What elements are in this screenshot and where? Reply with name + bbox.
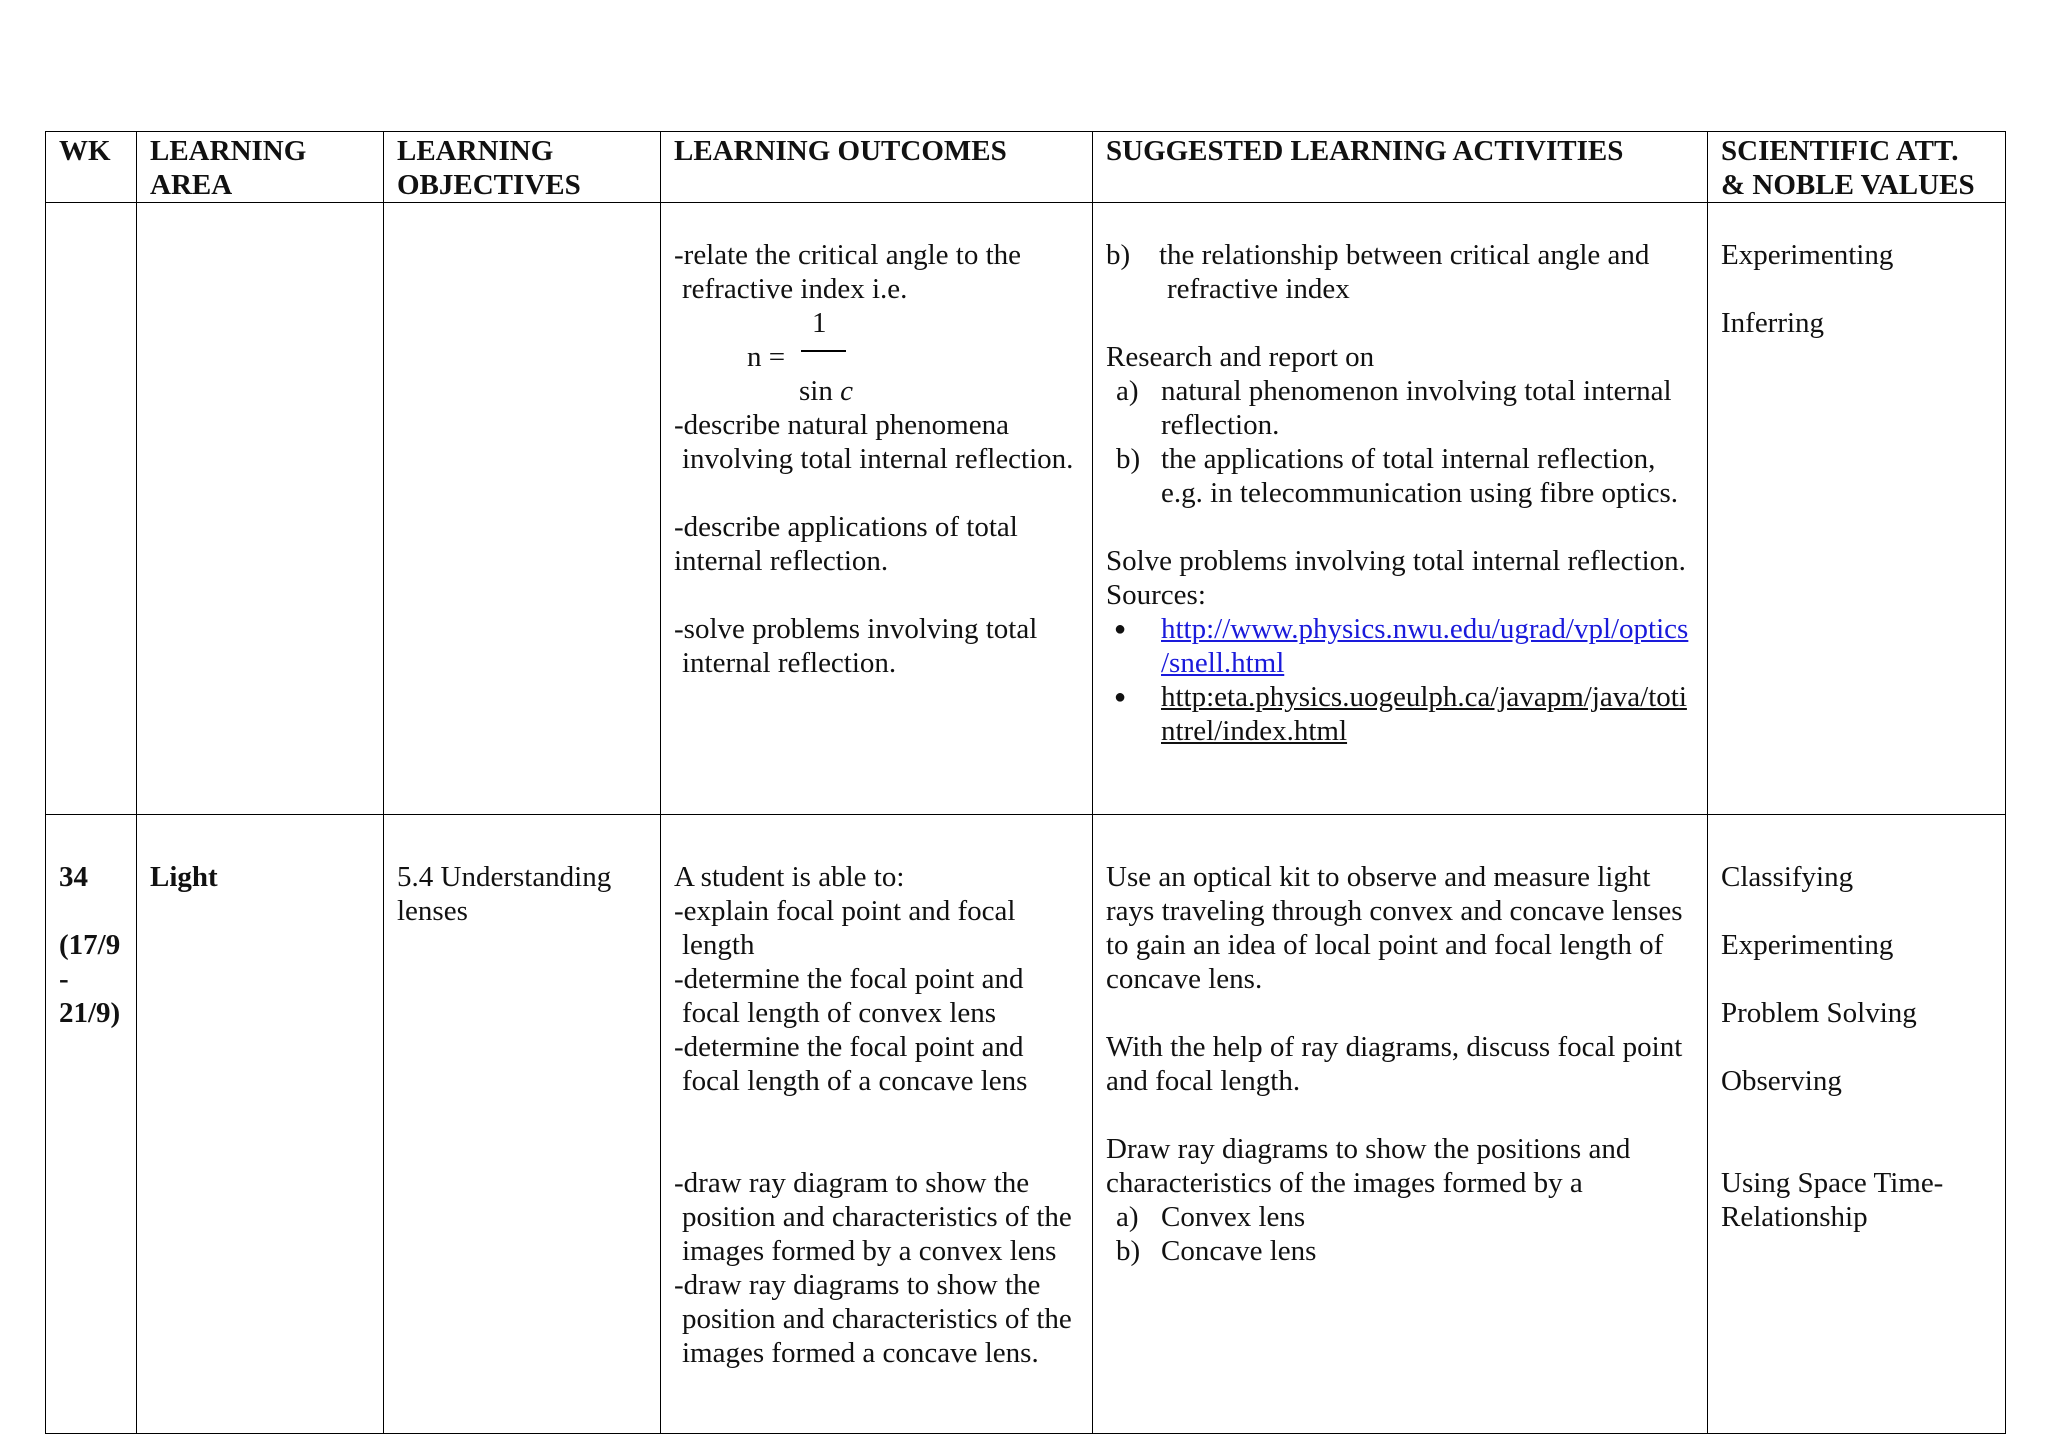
wk-cell xyxy=(46,203,137,815)
list-item: a) natural phenomenon involving total internal reflection. xyxy=(1116,375,1672,441)
value-text: Relationship xyxy=(1721,1201,1868,1233)
activity-text: Solve problems involving total internal reflection. xyxy=(1106,545,1686,577)
outcome-text: internal reflection. xyxy=(674,545,889,577)
wk-cell: 34 (17/9 - 21/9) xyxy=(46,815,137,1434)
source-link-snell[interactable]: http://www.physics.nwu.edu/ugrad/vpl/optics /snell.html xyxy=(1161,613,1689,679)
formula-numerator: 1 xyxy=(812,307,827,339)
source-link-totintrel[interactable]: http:eta.physics.uogeulph.ca/javapm/java/toti ntrel/index.html xyxy=(1161,681,1687,747)
outcome-text: -relate the critical angle to the xyxy=(674,239,1022,271)
formula-denominator: sin c xyxy=(799,375,853,407)
table-row xyxy=(46,203,2006,815)
value-text: Experimenting xyxy=(1721,239,1894,271)
lens-list xyxy=(1106,1200,1694,1268)
objective-text: lenses xyxy=(397,895,468,927)
header-learning-outcomes: LEARNING OUTCOMES xyxy=(661,132,1093,203)
list-item: b) Concave lens xyxy=(1116,1235,1317,1267)
formula-lhs: n = xyxy=(747,341,786,373)
learning-area-cell xyxy=(137,203,384,815)
outcome-text: -describe applications of total xyxy=(674,511,1018,543)
learning-area-cell xyxy=(137,815,384,1434)
header-suggested-activities: SUGGESTED LEARNING ACTIVITIES xyxy=(1093,132,1708,203)
sources-list xyxy=(1106,612,1694,748)
learning-objectives-cell xyxy=(384,203,661,815)
table-row xyxy=(46,815,2006,1434)
activity-list xyxy=(1106,238,1694,306)
value-text: Experimenting xyxy=(1721,929,1894,961)
outcome-text: -solve problems involving total xyxy=(674,613,1038,645)
value-text: Inferring xyxy=(1721,307,1825,339)
scientific-values-cell xyxy=(1708,203,2006,815)
sources-label: Sources: xyxy=(1106,579,1206,611)
week-dates: (17/9 xyxy=(59,929,121,961)
learning-outcomes-cell xyxy=(661,203,1093,815)
bullet-icon: ● xyxy=(1114,618,1127,640)
outcome-text: internal reflection. xyxy=(682,647,897,679)
list-item: b) the applications of total internal reflection, e.g. in telecommunication using fibre optics. xyxy=(1116,443,1679,509)
header-wk: WK xyxy=(46,132,137,203)
suggested-activities-cell: Use an optical kit to observe and measure light rays traveling through convex and concave lenses to gain an idea of local point and focal length of concave lens. With the help of ray diagrams, discuss focal point and focal length. Draw ray diagrams to show the positions and characteristics of the images formed by a a) Convex lens b) Concave lens xyxy=(1093,815,1708,1434)
learning-area-text: Light xyxy=(150,861,218,893)
header-row xyxy=(46,132,2006,203)
list-item: a) Convex lens xyxy=(1116,1201,1306,1233)
outcome-text: involving total internal reflection. xyxy=(682,443,1074,475)
list-item xyxy=(1106,612,1694,680)
outcome-text: -describe natural phenomena xyxy=(674,409,1009,441)
week-number: 34 xyxy=(59,861,88,893)
suggested-activities-cell xyxy=(1093,203,1708,815)
value-text: Classifying xyxy=(1721,861,1854,893)
learning-outcomes-cell: A student is able to: -explain focal point and focal length -determine the focal point and focal length of convex lens -determine the focal point and focal length of a concave lens -draw ray diagram to show the position and characteristics of the images formed by a convex lens -draw ray diagrams to show the position and characteristics of the images formed a concave lens. xyxy=(661,815,1093,1434)
value-text: Observing xyxy=(1721,1065,1842,1097)
learning-objectives-cell xyxy=(384,815,661,1434)
critical-angle-formula xyxy=(674,306,1079,408)
outcome-text: refractive index i.e. xyxy=(682,273,908,305)
header-learning-objectives: LEARNING OBJECTIVES xyxy=(384,132,661,203)
scientific-values-cell xyxy=(1708,815,2006,1434)
value-text: Problem Solving xyxy=(1721,997,1917,1029)
objective-text: 5.4 Understanding xyxy=(397,861,612,893)
research-list xyxy=(1106,374,1694,510)
lesson-plan-table xyxy=(45,131,2006,1434)
activity-text: Research and report on xyxy=(1106,341,1375,373)
fraction-bar xyxy=(801,350,846,352)
list-item xyxy=(1106,680,1694,748)
header-scientific-values: SCIENTIFIC ATT. & NOBLE VALUES xyxy=(1708,132,2006,203)
list-item: b) the relationship between critical angle and refractive index xyxy=(1106,239,1650,305)
value-text: Using Space Time- xyxy=(1721,1167,1944,1199)
header-learning-area: LEARNING AREA xyxy=(137,132,384,203)
bullet-icon: ● xyxy=(1114,686,1127,708)
